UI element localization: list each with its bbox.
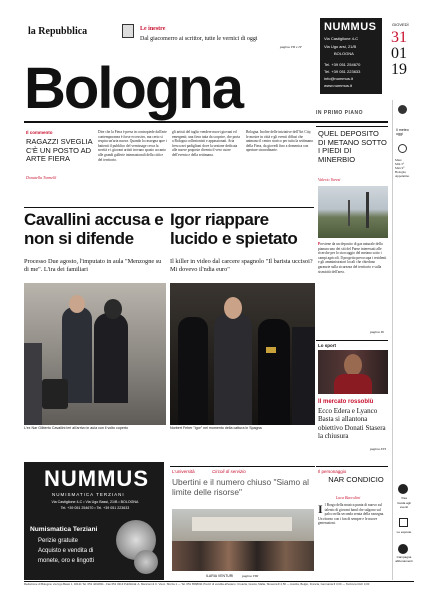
commento-author: Donatella Tormelli xyxy=(26,175,57,180)
page-title: Bologna xyxy=(24,56,242,121)
figure-shape xyxy=(94,313,128,403)
tree-shape xyxy=(348,200,350,226)
right-bottom-item[interactable]: Guida agli eventi xyxy=(397,501,411,509)
lead-left-caption: L'ex Nar Gilberto Cavallini ieri all'arrivo in aula con il volto coperto xyxy=(24,426,129,430)
badge-shape xyxy=(266,347,276,353)
interview-label: Il personaggio xyxy=(318,469,347,474)
visa-icon[interactable] xyxy=(398,484,408,494)
player-head xyxy=(344,354,362,376)
university-page: pagina VIII xyxy=(242,574,259,578)
top-ad[interactable] xyxy=(320,18,382,94)
teaser-page: pagina VII e IV xyxy=(280,45,302,49)
commento-label: Il commento xyxy=(26,130,53,135)
date-year: 19 xyxy=(391,61,407,78)
bottom-ad[interactable] xyxy=(24,462,164,580)
top-ad-email: info@nummus.it xyxy=(324,76,353,81)
body-text-column: Bologna. Inoltre delle iniziative dell'Art City, le mostre in città e gli eventi diffusi che animano il centro storico per tutta la settimana della Fiera, da giovedì fino a domenica con aperture straordinarie. xyxy=(246,130,313,153)
footer-text: Redazione di Bologna: via Ugo Bassi 1, 40121 Tel. 051 4210811 - Fax 051 3213 Pubblicità: A. Manzoni & C. Via A. Sforza 1 — Tel. 051 6568011 Prezzi di vendita all'estero: Croazia, Grecia, Malta, Slovenia € 2,50 — Austria, Belgio, Francia, Germania € 3,00 — Svizzera CHF 3,00 xyxy=(24,583,370,586)
sport-label: Lo sport xyxy=(318,343,336,348)
interview-rule xyxy=(316,466,388,467)
university-kicker: L'università xyxy=(172,469,195,474)
teaser-text[interactable]: Dal giacomerro ai scrittor, tutte le vernici di oggi xyxy=(140,36,258,42)
commento-headline[interactable]: RAGAZZI SVEGLIA C'È UN POSTO AD ARTE FIERA xyxy=(26,137,93,164)
sport-rule xyxy=(316,340,388,341)
bottom-ad-text: monete, oro e lingotti xyxy=(38,558,95,564)
sidebar-item: Min 3° xyxy=(395,162,404,166)
bottom-ad-brand: NUMMUS xyxy=(44,466,149,491)
sidebar-body xyxy=(395,158,414,268)
top-ad-phone2: Tel. +39 051 223633 xyxy=(324,69,361,74)
sport-page: pagina XVI xyxy=(370,447,387,451)
body-text-column: Dire che la Fiera è presa in contropiede dall'arte contemporanea è forse eccessivo, ma certo si respira un'aria nuova. Quando la rassegna apre i battenti il pubblico del vernissage cerca la novità e i giovani artisti trovano spazio accanto alle grandi gallerie internazionali della città e del territorio. xyxy=(98,130,167,162)
figure-head xyxy=(224,297,242,319)
figure-head xyxy=(69,295,85,313)
player-shirt xyxy=(334,374,372,394)
bottom-ad-title: Numismatica Terziani xyxy=(30,526,98,533)
university-headline[interactable]: Ubertini e il numero chiuso "Siamo al limite delle risorse" xyxy=(172,477,310,497)
figure-shape xyxy=(258,319,290,425)
university-photo xyxy=(172,509,314,571)
side-story-page: pagina IX xyxy=(370,330,384,334)
side-story-headline[interactable]: QUEL DEPOSITO DI METANO SOTTO I PIEDI DI MINERBIO xyxy=(318,129,387,164)
crowd-shape xyxy=(172,541,314,571)
sport-headline[interactable]: Ecco Edera e Lyanco Basta si allantona obiettivo Donati Stasera la chiusura xyxy=(318,407,386,441)
bottom-ad-phones: Tel. +39 051 254670 • Tel. +39 051 223633 xyxy=(60,506,130,510)
bottom-ad-text: Perizie gratuite xyxy=(38,538,79,544)
university-kicker2: Circoli di servizio xyxy=(212,469,246,474)
university-byline: ILARIA VENTURI xyxy=(206,574,234,578)
top-ad-web: www.nummus.it xyxy=(324,83,353,88)
subscribe-icon[interactable] xyxy=(398,544,408,554)
sidebar-item: Bologna xyxy=(395,170,406,174)
top-ad-phone1: Tel. +39 051 254670 xyxy=(324,62,361,67)
side-story-rule xyxy=(316,126,388,127)
sport-kicker: Il mercato rossoblù xyxy=(318,399,374,405)
bottom-ad-subtitle: NUMISMATICA TERZIANI xyxy=(52,492,125,497)
teaser-icon xyxy=(122,24,134,38)
date-day-name: GIOVEDÌ xyxy=(392,22,409,27)
tree-shape xyxy=(366,192,369,228)
primo-piano-label: IN PRIMO PIANO xyxy=(316,110,364,116)
bottom-ad-line: Via Castiglione 4-C • Via Ugo Bassi, 21/B • BOLOGNA xyxy=(51,500,139,504)
figure-shape xyxy=(214,313,252,425)
interview-body: Il Borgo della musica punta di nuovo sul talento di giovani band che salgono sul palco nella seconda serata della rassegna. Un ritorno con i fan di sempre e le nuove generazioni. xyxy=(318,503,385,526)
weather-icon xyxy=(398,105,407,114)
side-story-photo xyxy=(318,186,388,238)
right-bottom-item[interactable]: Le esposte xyxy=(396,530,412,534)
calendar-icon[interactable] xyxy=(399,518,408,527)
interview-author: Luca Baccolini xyxy=(336,495,361,500)
date-day: 31 xyxy=(391,29,407,46)
lead-rule xyxy=(24,207,314,208)
figure-head xyxy=(104,299,122,319)
banner-shape xyxy=(192,517,292,531)
body-text-column: gli artisti del taglio vendere nuovi giovani ed emergenti; una fiera tutta da scoprire, che porta a Bologna collezionisti e appassionati. Aria fresca nei padiglioni dove la sezione dedicata alle nuove proposte diventa il vero cuore dell'evento e della settimana. xyxy=(172,130,240,157)
top-ad-address1: Via Castiglione 4-C xyxy=(324,36,359,41)
figure-shape xyxy=(292,327,315,425)
coin-icon xyxy=(134,550,158,574)
figure-shape xyxy=(178,317,208,425)
top-ad-brand: NUMMUS xyxy=(324,21,377,33)
right-bottom-item[interactable]: Visa xyxy=(401,496,407,500)
right-bottom-item[interactable]: Campagna abbonamenti xyxy=(395,555,413,563)
sport-photo xyxy=(318,350,388,394)
sidebar-item: Max 9° xyxy=(395,166,405,170)
masthead-rule xyxy=(24,121,388,123)
interview-headline[interactable]: NAR CONDICIO xyxy=(328,475,384,484)
right-bottom-list xyxy=(393,484,415,580)
lead-right-subhead: Il killer in video dal carcere spagnolo "Il barista uccisoi? Mi dovevo il'ndia euro" xyxy=(170,258,313,273)
bottom-ad-text: Acquisto e vendita di xyxy=(38,548,94,554)
lead-left-subhead: Processo Due agosto, l'imputato in aula "Menzogne su di me". L'ira dei familiari xyxy=(24,258,162,273)
footer-rule xyxy=(24,581,414,582)
sidebar-label: Il meteo oggi xyxy=(396,128,409,137)
lead-left-photo xyxy=(24,283,166,425)
teaser-label: Le inestre xyxy=(140,26,166,32)
date-month: 01 xyxy=(391,45,407,62)
figure-shape xyxy=(24,343,42,425)
sidebar-item: Appennino xyxy=(395,174,410,178)
top-ad-city: BOLOGNA xyxy=(334,51,354,56)
sun-icon xyxy=(398,144,407,153)
side-story-body: Proviene da un deposito di gas naturale della pianura uno dei siti del Paese interessati alle ricerche per lo stoccaggio del metano sotto i campi agricoli. Il progetto preoccupa i residenti e gli amministratori locali che chiedono garanzie sulla sicurezza del territorio e sulla sismicità dell'area. xyxy=(318,242,387,274)
lead-right-caption: Norbert Feher "Igor" nel momento della cattura in Spagna xyxy=(170,426,262,430)
top-ad-address2: Via Ugo arsi, 21/B xyxy=(324,44,357,49)
bag-shape xyxy=(42,379,68,409)
side-story-author: Valerio Varesi xyxy=(318,177,341,182)
lead-right-headline[interactable]: Igor riappare lucido e spietato xyxy=(170,210,298,248)
lead-right-photo xyxy=(170,283,315,425)
university-rule xyxy=(170,466,315,467)
sidebar-item: Mare xyxy=(395,158,402,162)
paper-logo[interactable]: la Repubblica xyxy=(28,26,88,37)
lead-left-headline[interactable]: Cavallini accusa e non si difende xyxy=(24,210,164,248)
